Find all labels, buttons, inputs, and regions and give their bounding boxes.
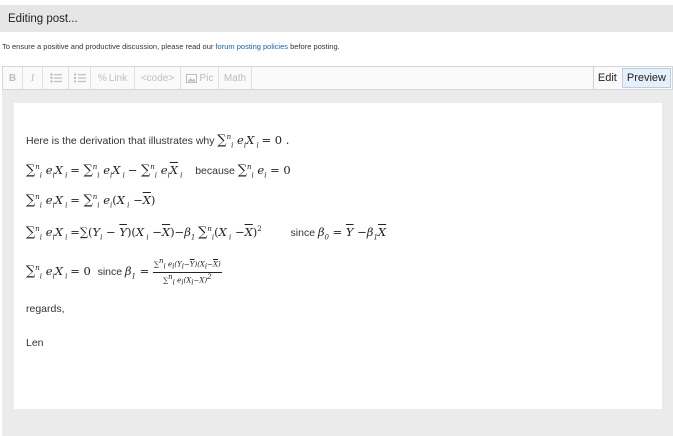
link-button[interactable] (91, 67, 135, 89)
toolbar-spacer (252, 67, 593, 89)
intro-text: Here is the derivation that illustrates why (26, 135, 215, 147)
intro-line: Here is the derivation that illustrates why ∑$^n_i$ $e_iX$ $_i$ = 0 . (26, 133, 290, 150)
equation-1: ∑$^n_i$ $e_iX$ $_i$ = ∑$^n_i$ $e_iX$ $_i$ − ∑$^n_i$ $e_i\overline{X}$ $_i$ because ∑$^n_i$ $e_i = 0$ (26, 163, 291, 180)
equation-3: ∑$^n_i$ $e_iX$ $_i =\sum(Y_i - \overline{Y})(X$ $_i -\overline{X})-\beta_1$ ∑$^n_i$(X $_i -\overline{X})^2$ since $\beta_0 = \overline{Y} -\beta_1\overline{X}$ (26, 225, 387, 242)
code-button[interactable]: <code> (135, 67, 181, 89)
numbered-list-button[interactable] (69, 67, 91, 89)
forum-policies-link[interactable]: forum posting policies (215, 42, 289, 51)
signature-line (26, 337, 44, 349)
header-title: Editing post... (8, 12, 78, 25)
editor-header (0, 5, 673, 32)
image-icon (186, 74, 197, 83)
preview-area (2, 90, 673, 436)
numbered-list-icon (74, 73, 86, 83)
math-button[interactable]: Math (219, 67, 252, 89)
preview-tab[interactable]: Preview (622, 68, 671, 88)
pic-button[interactable] (181, 67, 219, 89)
pic-label: Pic (199, 72, 214, 84)
because-text: because (195, 165, 235, 177)
beta-fraction: $\frac{\sum^n_i e_i(Y_i-\overline{Y})(X_i-\overline{X})}{\sum^n_i e_i(X_i-X)^2}$ (153, 257, 221, 287)
bulleted-list-button[interactable] (43, 67, 69, 89)
signature-text: Len (26, 337, 44, 349)
link-label: Link (108, 72, 128, 84)
equation-4: ∑$^n_i$ $e_iX$ $_i$ = 0 since $\beta_1$ = $\frac{\sum^n_i e_i(Y_i-\overline{Y})(X_i-\overline{X})}{\sum^n_i e_i(X_i-X)^2}$ (26, 257, 221, 287)
link-icon: % (97, 72, 107, 84)
since-text-2: since (97, 265, 123, 278)
since-text: since (290, 227, 316, 239)
preview-panel (14, 103, 662, 409)
notice-prefix: To ensure a positive and productive discussion, please read our (2, 42, 216, 51)
regards-text: regards, (26, 303, 65, 315)
editor-toolbar (2, 66, 673, 90)
bold-button[interactable]: B (3, 67, 23, 89)
intro-result: = 0 . (261, 133, 290, 147)
notice-suffix: before posting. (288, 42, 340, 51)
italic-button[interactable]: I (23, 67, 43, 89)
bulleted-list-icon (50, 73, 62, 83)
posting-notice (2, 42, 340, 51)
regards-line (26, 303, 65, 315)
equation-2: ∑$^n_i$ $e_iX$ $_i$ = ∑$^n_i$ $e_i(X$ $_i -\overline{X}$) (26, 193, 156, 210)
edit-tab[interactable]: Edit (593, 67, 621, 89)
